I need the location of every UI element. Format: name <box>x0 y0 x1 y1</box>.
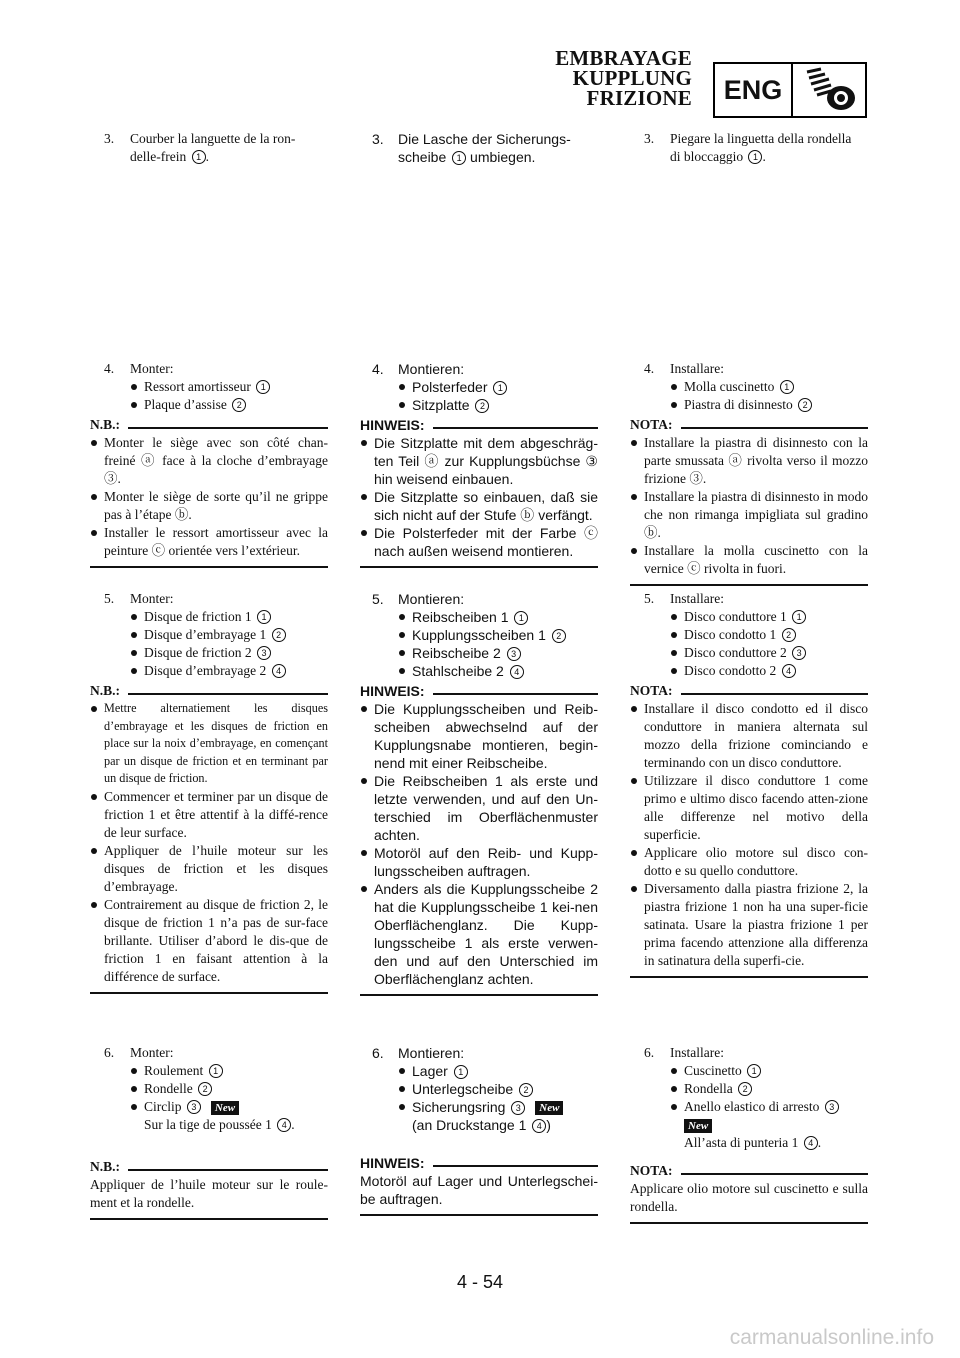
ref-marker: 3 <box>187 1100 201 1114</box>
note-heading: N.B.: <box>90 417 120 432</box>
engine-spring-icon <box>793 64 865 116</box>
note-bullet: Die Sitzplatte so einbauen, daß sie sich nicht auf der Stufe ⓑ verfängt. <box>360 488 598 524</box>
part-item: Disco conduttore 1 <box>684 609 787 624</box>
ref-marker: 4 <box>782 664 796 678</box>
step-number: 5. <box>104 591 115 606</box>
ref-marker: 1 <box>514 611 528 625</box>
de-note-4 <box>360 416 598 568</box>
step-heading: Monter: <box>130 1045 174 1060</box>
note-text: Appliquer de l’huile moteur sur le roule-ment et la rondelle. <box>90 1177 328 1210</box>
part-item: Cuscinetto <box>684 1063 742 1078</box>
part-location: Sur la tige de poussée 1 <box>144 1117 272 1132</box>
ref-marker: 1 <box>256 380 270 394</box>
ref-marker: 1 <box>747 1064 761 1078</box>
ref-marker: 2 <box>552 629 566 643</box>
note-bullet: Die Sitzplatte mit dem abgeschräg-ten Teil ⓐ zur Kupplungsbüchse ③ hin weisend einbauen. <box>360 434 598 488</box>
part-item: Unterlegscheibe <box>412 1081 514 1097</box>
part-location: (an Druckstange 1 <box>412 1117 527 1133</box>
ref-marker: 2 <box>198 1082 212 1096</box>
part-item: Anello elastico di arresto <box>684 1099 820 1114</box>
step-text: Courber la languette de la ron- <box>130 131 296 146</box>
it-step-6: 6. Installare: Cuscinetto 1 Rondella 2 Anello elastico di arresto 3 New All’asta di punteria 1 4 . <box>644 1044 870 1152</box>
note-bullet: Installare la molla cuscinetto con la vernice ⓒ rivolta in fuori. <box>630 542 868 578</box>
note-bullet: Utilizzare il disco conduttore 1 come primo e ultimo disco facendo atten-zione alle differenze nel motivo della superficie. <box>630 772 868 844</box>
step-text: di bloccaggio <box>670 149 744 164</box>
note-heading: NOTA: <box>630 683 673 698</box>
part-item: Disco condotto 2 <box>684 663 777 678</box>
fr-step-3: 3. Courber la languette de la ron- delle-frein 1 . <box>104 131 296 164</box>
step-heading: Montieren: <box>398 591 465 607</box>
title-fr: EMBRAYAGE <box>555 46 692 70</box>
note-bullet: Anders als die Kupplungsscheibe 2 hat die Kupplungsscheibe 1 kei-nen Oberflächenglanz. Die Kupp-lungsscheibe 1 als erste verwen-den und auf den Unterschied im Oberflächenglanz achten. <box>360 880 598 988</box>
fr-note-5 <box>90 682 328 994</box>
fr-step-5 <box>104 590 330 680</box>
step-text: scheibe <box>398 149 447 165</box>
section-badge <box>713 62 867 118</box>
part-item: Molla cuscinetto <box>684 379 775 394</box>
de-step-4 <box>372 360 598 414</box>
ref-marker: 4 <box>532 1119 546 1133</box>
note-heading: N.B.: <box>90 1159 120 1174</box>
note-bullet: Monter le siège de sorte qu’il ne grippe pas à l’étape ⓑ. <box>90 488 328 524</box>
step-heading: Installare: <box>670 591 724 606</box>
step-number: 3. <box>372 131 384 147</box>
ref-marker: 1 <box>257 610 271 624</box>
part-item: Disco condotto 1 <box>684 627 777 642</box>
ref-marker: 1 <box>748 150 762 164</box>
note-heading: HINWEIS: <box>360 417 425 433</box>
part-item: Sitzplatte <box>412 397 470 413</box>
step-number: 6. <box>372 1045 384 1061</box>
part-item: Rondella <box>684 1081 733 1096</box>
new-part-badge: New <box>535 1101 563 1115</box>
part-item: Circlip <box>144 1099 182 1114</box>
part-item: Sicherungsring <box>412 1099 506 1115</box>
page-number: 4 - 54 <box>456 1272 504 1292</box>
part-item: Stahlscheibe 2 <box>412 663 504 679</box>
step-number: 3. <box>644 131 655 146</box>
part-item: Ressort amortisseur <box>144 379 251 394</box>
part-item: Disque de friction 1 <box>144 609 252 624</box>
it-note-6 <box>630 1162 868 1224</box>
ref-marker: 2 <box>798 398 812 412</box>
note-bullet: Die Kupplungsscheiben und Reib-scheiben abwechselnd auf der Kupplungsnabe montieren, begin-nend mit einer Reibscheibe. <box>360 700 598 772</box>
note-text: Motoröl auf Lager und Unterlegschei-be auftragen. <box>360 1173 598 1207</box>
step-number: 6. <box>104 1045 115 1060</box>
step-number: 4. <box>372 361 384 377</box>
part-item: Reibscheibe 2 <box>412 645 501 661</box>
step-number: 6. <box>644 1045 655 1060</box>
ref-marker: 1 <box>209 1064 223 1078</box>
note-heading: NOTA: <box>630 1163 673 1178</box>
step-heading: Montieren: <box>398 1045 465 1061</box>
note-heading: HINWEIS: <box>360 683 425 699</box>
section-titles <box>555 48 692 108</box>
note-bullet: Die Polsterfeder mit der Farbe ⓒ nach außen weisend montieren. <box>360 524 598 560</box>
eng-badge: ENG <box>715 64 793 116</box>
note-bullet: Monter le siège avec son côté chan-freiné ⓐ face à la cloche d’embrayage ③. <box>90 434 328 488</box>
ref-marker: 2 <box>738 1082 752 1096</box>
note-bullet: Installare la piastra di disinnesto in modo che non rimanga impigliata sul gradino ⓑ. <box>630 488 868 542</box>
step-text: Die Lasche der Sicherungs- <box>398 131 571 147</box>
note-bullet: Motoröl auf den Reib- und Kupp-lungsscheiben auftragen. <box>360 844 598 880</box>
ref-marker: 1 <box>780 380 794 394</box>
step-number: 4. <box>644 361 655 376</box>
ref-marker: 4 <box>272 664 286 678</box>
fr-step-4 <box>104 360 330 414</box>
step-number: 4. <box>104 361 115 376</box>
new-part-badge: New <box>684 1119 712 1133</box>
note-heading: NOTA: <box>630 417 673 432</box>
ref-marker: 1 <box>192 150 206 164</box>
note-heading: HINWEIS: <box>360 1155 425 1171</box>
part-location: All’asta di punteria 1 <box>684 1135 799 1150</box>
fr-step-6: 6. Monter: Roulement 1 Rondelle 2 Circlip 3 New Sur la tige de poussée 1 4 . <box>104 1044 330 1134</box>
de-note-6 <box>360 1154 598 1216</box>
part-item: Roulement <box>144 1063 204 1078</box>
part-item: Reibscheiben 1 <box>412 609 509 625</box>
title-de: KUPPLUNG <box>572 66 692 90</box>
note-bullet: Applicare olio motore sul disco con-dotto e su quello conduttore. <box>630 844 868 880</box>
step-heading: Installare: <box>670 361 724 376</box>
de-step-6: 6. Montieren: Lager 1 Unterlegscheibe 2 Sicherungsring 3 New (an Druckstange 1 4 ) <box>372 1044 598 1134</box>
it-note-5 <box>630 682 868 978</box>
ref-marker: 3 <box>511 1101 525 1115</box>
part-item: Disque d’embrayage 1 <box>144 627 267 642</box>
ref-marker: 2 <box>232 398 246 412</box>
ref-marker: 2 <box>519 1083 533 1097</box>
ref-marker: 1 <box>493 381 507 395</box>
it-step-5 <box>644 590 870 680</box>
note-bullet: Contrairement au disque de friction 2, le disque de friction 1 n’a pas de sur-face brillante. Utiliser d’abord le dis-que de friction 1 en faisant attention à la différence de surface. <box>90 896 328 986</box>
new-part-badge: New <box>211 1101 239 1115</box>
ref-marker: 3 <box>825 1100 839 1114</box>
ref-marker: 3 <box>257 646 271 660</box>
note-bullet: Appliquer de l’huile moteur sur les disques de friction et les disques d’embrayage. <box>90 842 328 896</box>
fr-note-4 <box>90 416 328 568</box>
ref-marker: 3 <box>507 647 521 661</box>
part-item: Disque d’embrayage 2 <box>144 663 267 678</box>
step-number: 3. <box>104 131 115 146</box>
ref-marker: 2 <box>475 399 489 413</box>
step-heading: Montieren: <box>398 361 465 377</box>
note-bullet: Installare la piastra di disinnesto con la parte smussata ⓐ rivolta verso il mozzo frizione ③. <box>630 434 868 488</box>
part-item: Rondelle <box>144 1081 193 1096</box>
de-note-5 <box>360 682 598 996</box>
ref-marker: 4 <box>510 665 524 679</box>
part-item: Piastra di disinnesto <box>684 397 793 412</box>
part-item: Disque de friction 2 <box>144 645 252 660</box>
ref-marker: 4 <box>804 1136 818 1150</box>
ref-marker: 4 <box>277 1118 291 1132</box>
note-bullet: Mettre alternatiement les disques d’embrayage et les disques de friction en place sur la noix d’embrayage, en començant par un disque de friction et en terminant par un disque de friction. <box>90 700 328 788</box>
step-text: umbiegen. <box>470 149 536 165</box>
ref-marker: 2 <box>272 628 286 642</box>
part-item: Lager <box>412 1063 448 1079</box>
fr-note-6 <box>90 1158 328 1220</box>
note-heading: N.B.: <box>90 683 120 698</box>
it-step-3: 3. Piegare la linguetta della rondella di bloccaggio 1 . <box>644 131 852 164</box>
step-text: delle-frein <box>130 149 187 164</box>
step-number: 5. <box>372 591 384 607</box>
it-step-4 <box>644 360 870 414</box>
ref-marker: 1 <box>452 151 466 165</box>
step-heading: Monter: <box>130 591 174 606</box>
note-bullet: Installer le ressort amortisseur avec la peinture ⓒ orientée vers l’extérieur. <box>90 524 328 560</box>
de-step-5 <box>372 590 598 680</box>
note-text: Applicare olio motore sul cuscinetto e sulla rondella. <box>630 1181 868 1214</box>
note-bullet: Installare il disco condotto ed il disco conduttore in maniera alternata sul mozzo della frizione cominciando e terminando con un disco conduttore. <box>630 700 868 772</box>
note-bullet: Commencer et terminer par un disque de friction 1 et être attentif à la diffé-rence de leur surface. <box>90 788 328 842</box>
it-note-4 <box>630 416 868 586</box>
part-item: Disco conduttore 2 <box>684 645 787 660</box>
title-it: FRIZIONE <box>586 86 692 110</box>
ref-marker: 1 <box>792 610 806 624</box>
step-heading: Installare: <box>670 1045 724 1060</box>
part-item: Kupplungsscheiben 1 <box>412 627 546 643</box>
note-bullet: Die Reibscheiben 1 als erste und letzte verwenden, und auf den Un-terschied im Oberflächenmuster achten. <box>360 772 598 844</box>
de-step-3 <box>372 130 598 166</box>
ref-marker: 3 <box>792 646 806 660</box>
watermark: carmanualsonline.info <box>729 1326 934 1349</box>
step-text: Piegare la linguetta della rondella <box>670 131 852 146</box>
ref-marker: 1 <box>454 1065 468 1079</box>
step-heading: Monter: <box>130 361 174 376</box>
part-item: Polsterfeder <box>412 379 488 395</box>
part-item: Plaque d’assise <box>144 397 227 412</box>
note-bullet: Diversamento dalla piastra frizione 2, la piastra frizione 1 non ha una super-ficie satinata. Usare la piastra frizione 1 per prima facendo attenzione alla differenza in satinatura della superfi-cie. <box>630 880 868 970</box>
ref-marker: 2 <box>782 628 796 642</box>
step-number: 5. <box>644 591 655 606</box>
